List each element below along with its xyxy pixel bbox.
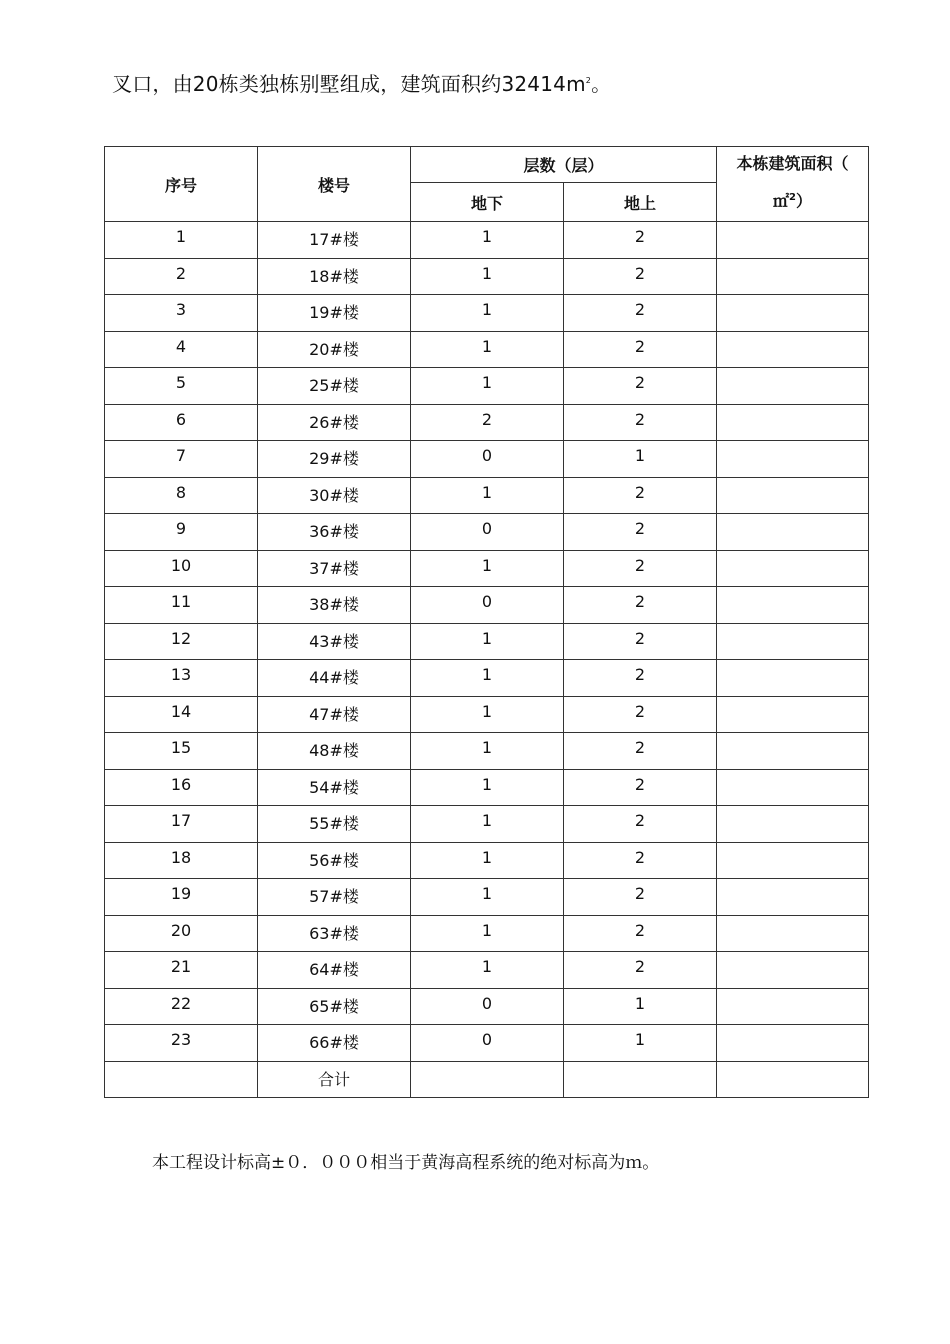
cell-below: 1	[411, 769, 564, 806]
cell-area	[717, 368, 869, 405]
cell-area	[717, 295, 869, 332]
cell-building: 26#楼	[258, 404, 411, 441]
header-building: 楼号	[258, 147, 411, 222]
cell-area	[717, 806, 869, 843]
cell-index: 19	[105, 879, 258, 916]
cell-below: 0	[411, 514, 564, 551]
cell-building: 18#楼	[258, 258, 411, 295]
cell-area	[717, 1025, 869, 1062]
cell-below: 1	[411, 368, 564, 405]
cell-above: 1	[564, 1025, 717, 1062]
cell-below: 1	[411, 477, 564, 514]
cell-index: 11	[105, 587, 258, 624]
table-row	[105, 842, 869, 879]
cell-below: 0	[411, 988, 564, 1025]
table-row	[105, 295, 869, 332]
cell-index: 4	[105, 331, 258, 368]
cell-above: 2	[564, 368, 717, 405]
cell-index: 12	[105, 623, 258, 660]
cell-building: 64#楼	[258, 952, 411, 989]
cell-area	[717, 258, 869, 295]
header-area-sup: 2	[789, 192, 796, 203]
cell-index: 2	[105, 258, 258, 295]
cell-above: 2	[564, 404, 717, 441]
cell-area	[717, 331, 869, 368]
table-row	[105, 769, 869, 806]
cell-index: 5	[105, 368, 258, 405]
table-row	[105, 514, 869, 551]
table-row	[105, 368, 869, 405]
cell-below: 1	[411, 842, 564, 879]
cell-area	[717, 842, 869, 879]
cell-area	[717, 879, 869, 916]
table-row	[105, 879, 869, 916]
cell-area	[717, 696, 869, 733]
cell-below: 1	[411, 915, 564, 952]
footer-paragraph: 本工程设计标高±０．０００相当于黄海高程系统的绝对标高为ｍ。	[152, 1153, 660, 1173]
cell-below: 1	[411, 258, 564, 295]
cell-index: 6	[105, 404, 258, 441]
cell-below: 1	[411, 295, 564, 332]
cell-above: 2	[564, 587, 717, 624]
table-row	[105, 258, 869, 295]
header-area-close: ）	[796, 191, 813, 211]
cell-above: 2	[564, 733, 717, 770]
cell-above: 2	[564, 258, 717, 295]
cell-below: 1	[411, 623, 564, 660]
cell-building: 37#楼	[258, 550, 411, 587]
cell-above: 1	[564, 441, 717, 478]
cell-above: 2	[564, 842, 717, 879]
table-row	[105, 952, 869, 989]
cell-above: 2	[564, 295, 717, 332]
table-row	[105, 988, 869, 1025]
table-row	[105, 550, 869, 587]
cell-index: 18	[105, 842, 258, 879]
cell-below: 1	[411, 696, 564, 733]
cell-index: 13	[105, 660, 258, 697]
cell-index: 15	[105, 733, 258, 770]
cell-area	[717, 587, 869, 624]
intro-superscript: 2	[585, 76, 592, 85]
cell-building: 55#楼	[258, 806, 411, 843]
cell-area	[717, 441, 869, 478]
cell-building: 29#楼	[258, 441, 411, 478]
cell-below: 1	[411, 879, 564, 916]
cell-area	[717, 623, 869, 660]
table-row	[105, 660, 869, 697]
cell-building: 54#楼	[258, 769, 411, 806]
cell-above: 2	[564, 806, 717, 843]
header-row	[105, 147, 869, 183]
cell-above: 2	[564, 696, 717, 733]
cell-area	[717, 660, 869, 697]
cell-area	[717, 988, 869, 1025]
cell-below: 2	[411, 404, 564, 441]
header-floors: 层数（层）	[411, 147, 717, 183]
cell-building: 57#楼	[258, 879, 411, 916]
intro-end: 。	[591, 72, 612, 96]
cell-below: 1	[411, 952, 564, 989]
cell-building: 38#楼	[258, 587, 411, 624]
cell-area	[717, 952, 869, 989]
cell-building: 36#楼	[258, 514, 411, 551]
cell-index: 17	[105, 806, 258, 843]
cell-index: 10	[105, 550, 258, 587]
cell-building: 47#楼	[258, 696, 411, 733]
table-row	[105, 1061, 869, 1098]
cell-area	[717, 915, 869, 952]
cell-index: 1	[105, 222, 258, 259]
cell-building: 20#楼	[258, 331, 411, 368]
cell-index: 22	[105, 988, 258, 1025]
table-row	[105, 404, 869, 441]
table-row	[105, 806, 869, 843]
cell-below: 1	[411, 660, 564, 697]
table-row	[105, 623, 869, 660]
cell-above: 1	[564, 988, 717, 1025]
cell-below: 1	[411, 222, 564, 259]
cell-above: 2	[564, 550, 717, 587]
cell-index: 3	[105, 295, 258, 332]
cell-below: 1	[411, 806, 564, 843]
cell-above: 2	[564, 623, 717, 660]
header-area-unit: ㎡	[773, 191, 790, 211]
cell-below	[411, 1061, 564, 1098]
table-row	[105, 331, 869, 368]
cell-above: 2	[564, 879, 717, 916]
cell-area	[717, 1061, 869, 1098]
cell-index: 20	[105, 915, 258, 952]
cell-index: 23	[105, 1025, 258, 1062]
table-row	[105, 477, 869, 514]
cell-above: 2	[564, 952, 717, 989]
cell-index: 14	[105, 696, 258, 733]
header-below: 地下	[411, 183, 564, 222]
cell-area	[717, 404, 869, 441]
cell-building: 56#楼	[258, 842, 411, 879]
cell-area	[717, 514, 869, 551]
building-floors-table	[104, 146, 869, 1098]
cell-area	[717, 550, 869, 587]
table-row	[105, 222, 869, 259]
cell-index: 9	[105, 514, 258, 551]
header-above: 地上	[564, 183, 717, 222]
table-row	[105, 915, 869, 952]
cell-above: 2	[564, 222, 717, 259]
cell-above: 2	[564, 915, 717, 952]
cell-building: 66#楼	[258, 1025, 411, 1062]
cell-index	[105, 1061, 258, 1098]
cell-above	[564, 1061, 717, 1098]
cell-above: 2	[564, 769, 717, 806]
cell-above: 2	[564, 660, 717, 697]
cell-below: 0	[411, 1025, 564, 1062]
table-row	[105, 696, 869, 733]
cell-building: 48#楼	[258, 733, 411, 770]
intro-unit: m	[566, 72, 586, 96]
cell-building: 65#楼	[258, 988, 411, 1025]
intro-text: 叉口，由20栋类独栋别墅组成，建筑面积约32414	[112, 72, 567, 96]
cell-area	[717, 222, 869, 259]
cell-area	[717, 769, 869, 806]
cell-index: 8	[105, 477, 258, 514]
cell-index: 7	[105, 441, 258, 478]
header-index: 序号	[105, 147, 258, 222]
cell-above: 2	[564, 477, 717, 514]
cell-building: 63#楼	[258, 915, 411, 952]
cell-below: 1	[411, 550, 564, 587]
cell-area	[717, 733, 869, 770]
table-row	[105, 733, 869, 770]
cell-index: 21	[105, 952, 258, 989]
cell-above: 2	[564, 331, 717, 368]
header-area-line1: 本栋建筑面积（	[736, 154, 849, 173]
cell-building: 43#楼	[258, 623, 411, 660]
cell-above: 2	[564, 514, 717, 551]
cell-below: 0	[411, 441, 564, 478]
cell-below: 1	[411, 733, 564, 770]
table-row	[105, 1025, 869, 1062]
cell-building: 17#楼	[258, 222, 411, 259]
table-body	[105, 222, 869, 1098]
intro-paragraph	[112, 68, 611, 97]
cell-building: 30#楼	[258, 477, 411, 514]
cell-building: 25#楼	[258, 368, 411, 405]
cell-area	[717, 477, 869, 514]
cell-building: 44#楼	[258, 660, 411, 697]
cell-building: 合计	[258, 1061, 411, 1098]
table-row	[105, 441, 869, 478]
cell-index: 16	[105, 769, 258, 806]
cell-building: 19#楼	[258, 295, 411, 332]
header-area	[717, 147, 869, 222]
cell-below: 1	[411, 331, 564, 368]
cell-below: 0	[411, 587, 564, 624]
table-row	[105, 587, 869, 624]
